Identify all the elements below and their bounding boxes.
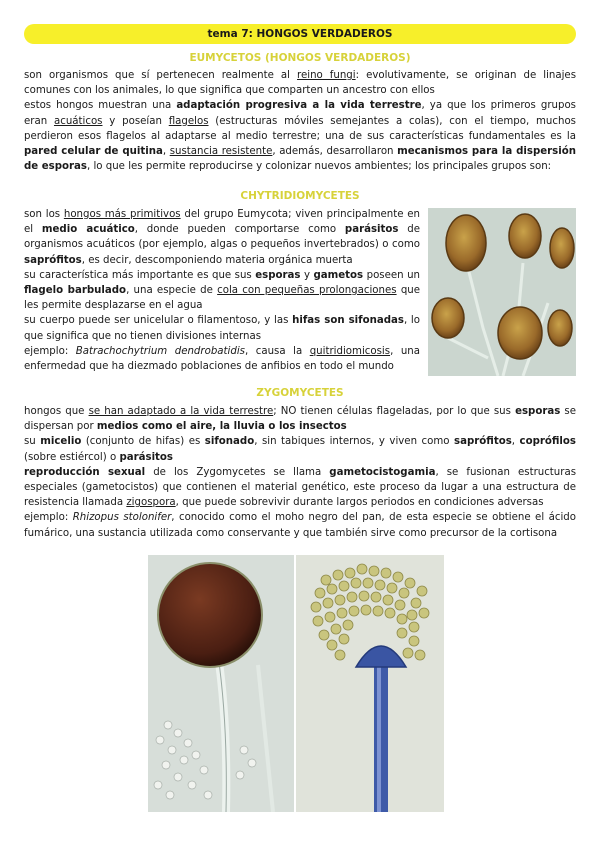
paragraph: hongos que se han adaptado a la vida terrestre; NO tienen células flageladas, por lo que sus esporas se dispersan por medios como el aire, la lluvia o los insectos <box>24 406 576 433</box>
paragraph: su cuerpo puede ser unicelular o filamentoso, y las hifas son sifonadas, lo que significa que no tienen divisiones internas <box>24 315 420 342</box>
chytrid-micrograph <box>428 208 576 376</box>
rhizopus-sporangium-micrograph <box>148 555 294 812</box>
page-title: tema 7: HONGOS VERDADEROS <box>24 24 576 44</box>
paragraph: su característica más importante es que sus esporas y gametos poseen un flagelo barbulado, una especie de cola con pequeñas prolongaciones que les permite desplazarse en el agua <box>24 269 421 312</box>
paragraph: ejemplo: Batrachochytrium dendrobatidis, causa la quitridiomicosis, una enfermedad que ha diezmado poblaciones de anfibios en todo el mundo <box>24 345 420 373</box>
zygomycetes-text <box>24 404 576 541</box>
paragraph: son los hongos más primitivos del grupo Eumycota; viven principalmente en el medio acuático, donde pueden comportarse como parásitos de organismos acuáticos (por ejemplo, algas o pequeños invertebrados) o como saprófitos, es decir, descomponiendo materia orgánica muerta <box>24 209 421 266</box>
paragraph: reproducción sexual de los Zygomycetes se llama gametocistogamia, se fusionan estructuras especiales (gametocistos) que contienen el material genético, este proceso da lugar a una estructura de resistencia llamada zigospora, que puede sobrevivir durante largos periodos en condiciones adversas <box>24 466 577 509</box>
sporangium-image <box>148 555 294 812</box>
section-heading-zygomycetes: ZYGOMYCETES <box>256 387 344 399</box>
chytridiomycetes-text <box>24 207 420 374</box>
paragraph: estos hongos muestran una adaptación progresiva a la vida terrestre, ya que los primeros grupos eran acuáticos y poseían flagelos (estructuras móviles semejantes a colas), con el tiempo, muchos perdieron esos flagelos al adaptarse al medio terrestre; una de sus características fundamentales es la pared celular de quitina, sustancia resistente, además, desarrollaron mecanismos para la dispersión de esporas, lo que les permite reproducirse y colonizar nuevos ambientes; los principales grupos son: <box>24 100 576 173</box>
section-heading-eumycetos: EUMYCETOS (HONGOS VERDADEROS) <box>189 52 411 64</box>
paragraph: ejemplo: Rhizopus stolonifer, conocido como el moho negro del pan, de esta especie se obtiene el ácido fumárico, una sustancia utilizada como conservante y que también sirve como precursor de la cortisona <box>24 512 576 539</box>
section-heading-chytridiomycetes: CHYTRIDIOMYCETES <box>240 190 360 202</box>
paragraph: su micelio (conjunto de hifas) es sifonado, sin tabiques internos, y viven como saprófitos, coprófilos (sobre estiércol) o parásitos <box>24 436 576 463</box>
columella-image <box>296 555 444 812</box>
paragraph: son organismos que sí pertenecen realmente al reino fungi: evolutivamente, se originan de linajes comunes con los animales, lo que significa que comparten un ancestro con ellos <box>24 70 577 97</box>
eumycetos-text <box>24 68 576 174</box>
chytrid-sporangia-image <box>428 208 576 376</box>
rhizopus-columella-micrograph <box>296 555 444 812</box>
